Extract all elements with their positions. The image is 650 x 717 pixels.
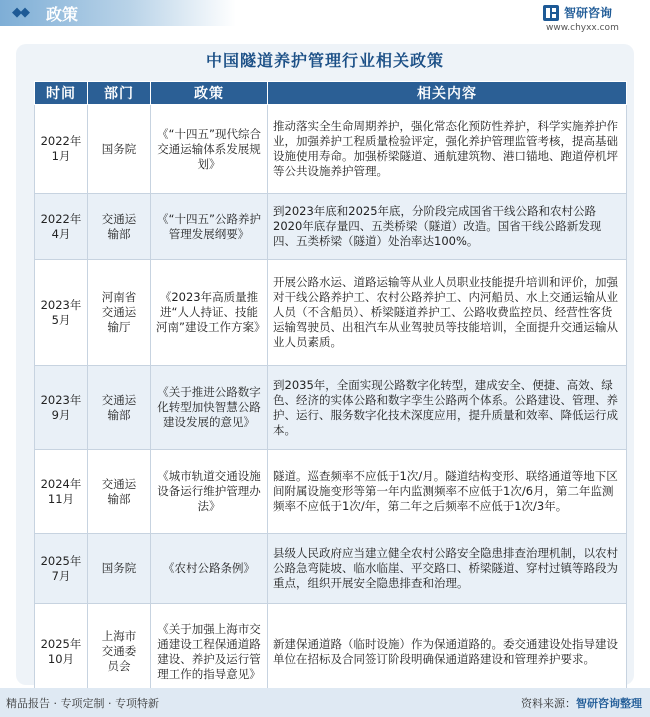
cell-policy: 《农村公路条例》 <box>151 534 268 604</box>
cell-time: 2025年 7月 <box>35 534 88 604</box>
footer-tags: 精品报告 · 专项定制 · 专项特新 <box>6 697 159 710</box>
brand-logo-icon <box>542 4 560 22</box>
cell-time: 2025年 10月 <box>35 604 88 700</box>
diamond-icon: ◆◆ <box>12 5 28 20</box>
cell-policy: 《“十四五”公路养护管理发展纲要》 <box>151 194 268 260</box>
table-row <box>35 260 627 366</box>
top-bar <box>0 0 650 40</box>
table-row <box>35 450 627 534</box>
brand-name: 智研咨询 <box>564 6 613 20</box>
cell-policy: 《“十四五”现代综合交通运输体系发展规划》 <box>151 105 268 194</box>
cell-time: 2022年 4月 <box>35 194 88 260</box>
cell-department: 国务院 <box>88 105 151 194</box>
table-row <box>35 534 627 604</box>
cell-content: 新建保通道路（临时设施）作为保通道路的。委交通建设处指导建设单位在招标及合同签订阶段明确保通道路建设和管理养护要求。 <box>268 604 627 700</box>
cell-department: 河南省 交通运 输厅 <box>88 260 151 366</box>
cell-content: 开展公路水运、道路运输等从业人员职业技能提升培训和评价，加强对干线公路养护工、农村公路养护工、内河船员、水上交通运输从业人员（不含船员）、桥梁隧道养护工、公路收费监控员、经营性客货运输驾驶员、出租汽车从业驾驶员等技能培训，全面提升交通运输从业人员素质。 <box>268 260 627 366</box>
cell-time: 2022年 1月 <box>35 105 88 194</box>
section-tab <box>0 0 236 26</box>
table-row <box>35 604 627 700</box>
cell-time: 2023年 9月 <box>35 366 88 450</box>
cell-time: 2024年 11月 <box>35 450 88 534</box>
table-title: 中国隧道养护管理行业相关政策 <box>205 51 444 70</box>
cell-content: 到2023年底和2025年底，分阶段完成国省干线公路和农村公路2020年底存量四、五类桥梁（隧道）改造。国省干线公路新发现四、五类桥梁（隧道）处治率达100%。 <box>268 194 627 260</box>
source-note <box>521 695 642 711</box>
cell-department: 交通运 输部 <box>88 194 151 260</box>
source-value: 智研咨询整理 <box>576 697 642 710</box>
column-header-policy: 政策 <box>151 82 268 105</box>
cell-department: 国务院 <box>88 534 151 604</box>
table-row <box>35 366 627 450</box>
cell-department: 交通运 输部 <box>88 450 151 534</box>
table-row <box>35 105 627 194</box>
cell-department: 交通运 输部 <box>88 366 151 450</box>
column-header-department: 部门 <box>88 82 151 105</box>
policy-card <box>16 44 634 685</box>
table-header-row <box>35 82 627 105</box>
column-header-content: 相关内容 <box>268 82 627 105</box>
source-label: 资料来源： <box>521 697 576 710</box>
cell-content: 隧道。巡查频率不应低于1次/月。隧道结构变形、联络通道等地下区间附属设施变形等第一年内监测频率不应低于1次/6月，第二年监测频率不应低于1次/年，第二年之后频率不应低于1次/3年。 <box>268 450 627 534</box>
column-header-time: 时间 <box>35 82 88 105</box>
brand <box>542 2 642 36</box>
cell-policy: 《关于加强上海市交通建设工程保通道路建设、养护及运行管理工作的指导意见》 <box>151 604 268 700</box>
cell-department: 上海市 交通委 员会 <box>88 604 151 700</box>
policy-table <box>34 81 627 700</box>
footer-bar <box>0 688 650 717</box>
cell-policy: 《关于推进公路数字化转型加快智慧公路建设发展的意见》 <box>151 366 268 450</box>
cell-policy: 《2023年高质量推进“人人持证、技能河南”建设工作方案》 <box>151 260 268 366</box>
brand-url: www.chyxx.com <box>546 23 619 33</box>
section-title: 政策 <box>46 5 79 24</box>
cell-content: 县级人民政府应当建立健全农村公路安全隐患排查治理机制，以农村公路急弯陡坡、临水临崖、平交路口、桥梁隧道、穿村过镇等路段为重点，组织开展安全隐患排查和治理。 <box>268 534 627 604</box>
table-row <box>35 194 627 260</box>
cell-content: 到2035年，全面实现公路数字化转型，建成安全、便捷、高效、绿色、经济的实体公路和数字孪生公路两个体系。公路建设、管理、养护、运行、服务数字化技术深度应用，提升质量和效率、降低运行成本。 <box>268 366 627 450</box>
cell-time: 2023年 5月 <box>35 260 88 366</box>
cell-content: 推动落实全生命周期养护，强化常态化预防性养护，科学实施养护作业，加强养护工程质量检验评定，强化养护管理监管考核，提高基础设施使用寿命。加强桥梁隧道、通航建筑物、港口锚地、跑道停机坪等公共设施养护管理。 <box>268 105 627 194</box>
cell-policy: 《城市轨道交通设施设备运行维护管理办法》 <box>151 450 268 534</box>
